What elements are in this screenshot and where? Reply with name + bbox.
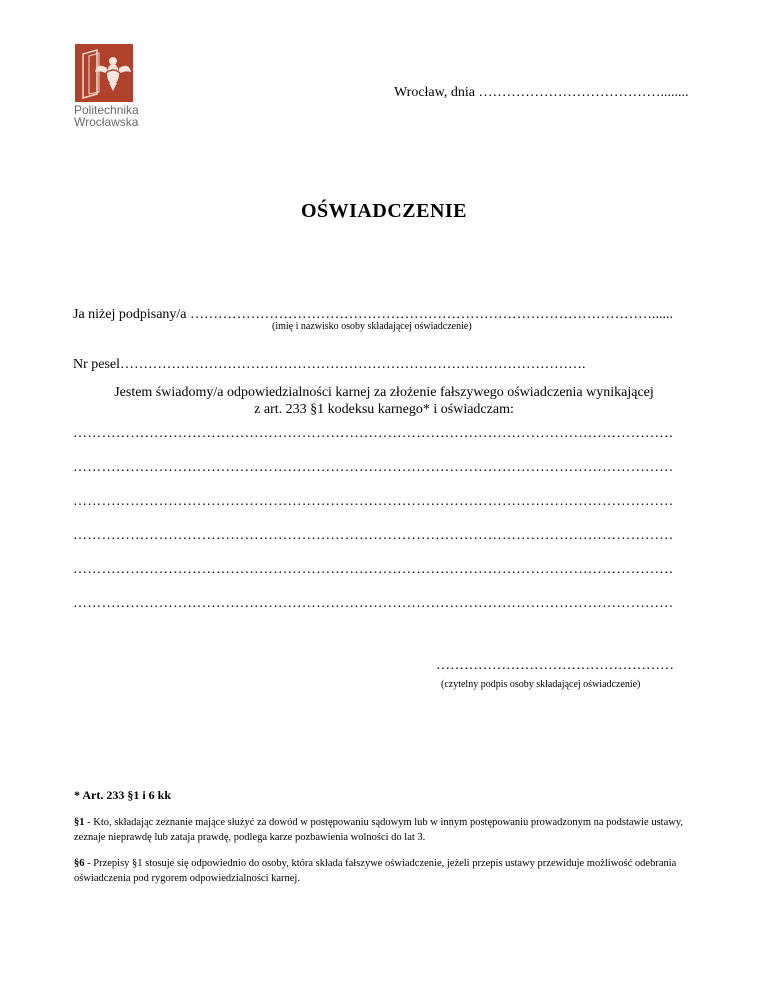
footnote-p1-label: §1 <box>74 817 85 828</box>
footnote-paragraph-2 <box>74 856 704 886</box>
signature-field[interactable]: …………………………………………… <box>436 658 674 673</box>
statement-line-1: Jestem świadomy/a odpowiedzialności karnej za złożenie fałszywego oświadczenia wynikającej <box>114 385 654 400</box>
pesel-field[interactable]: Nr pesel………………………………………………………………………………………. <box>73 357 586 372</box>
footnote-p2-text: - Przepisy §1 stosuje się odpowiednio do osoby, która składa fałszywe oświadczenie, jeżeli przepis ustawy przewiduje możliwość odebrania oświadczenia pod rygorem odpowiedzialności karnej. <box>74 858 677 884</box>
document-title: OŚWIADCZENIE <box>300 200 468 222</box>
footnote-p1-text: - Kto, składając zeznanie mające służyć za dowód w postępowaniu sądowym lub w innym postępowaniu prowadzonym na podstawie ustawy, zeznaje nieprawdę lub zataja prawdę, podlega karze pozbawienia wolności do lat 3. <box>74 817 684 843</box>
statement-blank-line-2[interactable]: ……………………………………………………………………………………………………………… <box>73 460 674 475</box>
logo-line-2: Wrocławska <box>74 115 139 129</box>
statement-blank-line-6[interactable]: ……………………………………………………………………………………………………………… <box>73 596 674 611</box>
date-field[interactable]: Wrocław, dnia …………………………………........ <box>394 85 689 100</box>
logo-line-1: Politechnika <box>74 103 139 117</box>
statement-blank-line-1[interactable]: ……………………………………………………………………………………………………………… <box>73 426 674 441</box>
eagle-crest-icon <box>75 44 133 102</box>
signee-name-field[interactable]: Ja niżej podpisany/a ………………………………………………………………………………………...... <box>73 307 674 322</box>
footnote-title: * Art. 233 §1 i 6 kk <box>74 788 172 802</box>
signature-caption: (czytelny podpis osoby składającej oświadczenie) <box>441 679 641 690</box>
statement-line-2: z art. 233 §1 kodeksu karnego* i oświadczam: <box>254 402 514 417</box>
university-logo <box>75 44 133 102</box>
footnote-p2-label: §6 <box>74 858 85 869</box>
signee-name-caption: (imię i nazwisko osoby składającej oświadczenie) <box>272 321 472 332</box>
statement-blank-line-4[interactable]: ……………………………………………………………………………………………………………… <box>73 528 674 543</box>
statement-blank-line-5[interactable]: ……………………………………………………………………………………………………………… <box>73 562 674 577</box>
footnote-paragraph-1 <box>74 815 704 845</box>
logo-wordmark <box>74 104 139 128</box>
statement-blank-line-3[interactable]: ……………………………………………………………………………………………………………… <box>73 494 674 509</box>
